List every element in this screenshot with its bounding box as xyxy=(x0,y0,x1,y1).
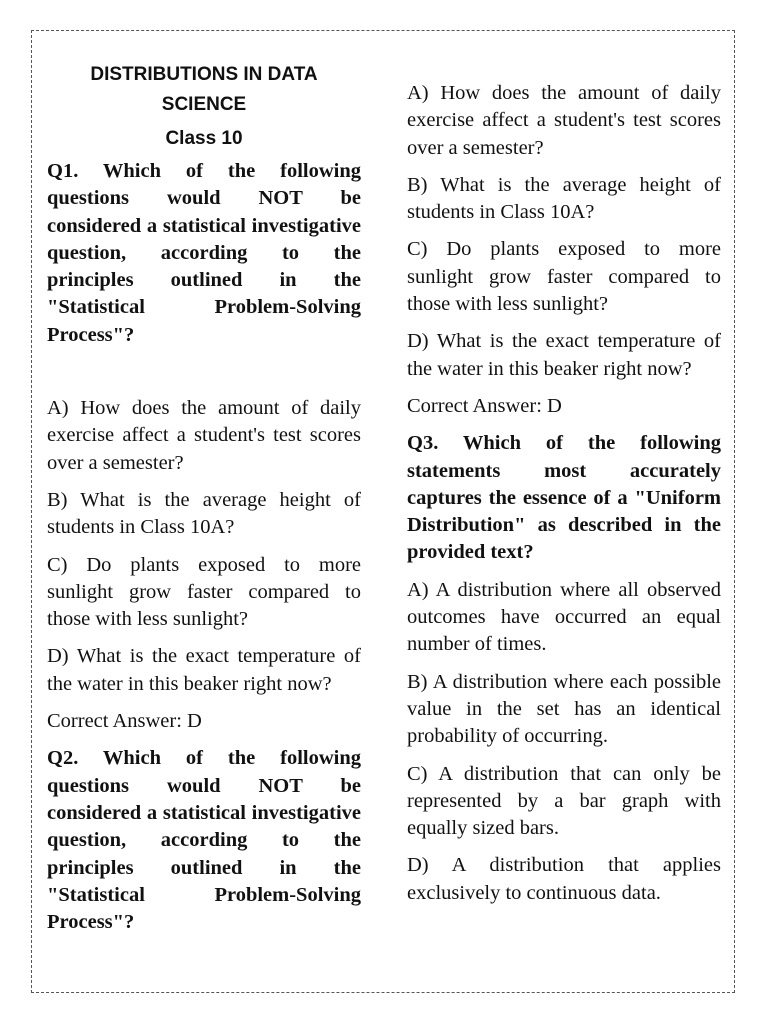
question-2-prompt: Q2. Which of the following questions would NOT be considered a statistical investigative question, according to the principles outlined in the "Statistical Problem-Solving Process"? xyxy=(47,747,361,934)
question-2-option-d: D) What is the exact temperature of the water in this beaker right now? xyxy=(407,330,721,380)
question-1-option-a: A) How does the amount of daily exercise affect a student's test scores over a semester? xyxy=(47,397,361,474)
left-column xyxy=(47,60,361,946)
question-1-option-b: B) What is the average height of students in Class 10A? xyxy=(47,488,361,539)
question-2-answer: Correct Answer: D xyxy=(407,394,562,417)
question-3-option-c: C) A distribution that can only be represented by a bar graph with equally sized bars. xyxy=(407,762,721,840)
question-1-prompt: Q1. Which of the following questions would NOT be considered a statistical investigative question, according to the principles outlined in the "Statistical Problem-Solving Process"? xyxy=(47,160,361,346)
question-2-option-b: B) What is the average height of students in Class 10A? xyxy=(407,173,721,224)
question-1-option-d: D) What is the exact temperature of the water in this beaker right now? xyxy=(47,645,361,695)
class-label: Class 10 xyxy=(165,128,243,149)
right-column xyxy=(407,80,721,917)
question-1-answer: Correct Answer: D xyxy=(47,710,202,733)
question-1-option-c: C) Do plants exposed to more sunlight grow faster compared to those with less sunlight? xyxy=(47,553,361,631)
question-2-option-a: A) How does the amount of daily exercise affect a student's test scores over a semester? xyxy=(407,82,721,159)
page-title: DISTRIBUTIONS IN DATA SCIENCE xyxy=(90,64,318,115)
question-3-option-b: B) A distribution where each possible value in the set has an identical probability of occurring. xyxy=(407,670,721,748)
question-3-option-a: A) A distribution where all observed outcomes have occurred an equal number of times. xyxy=(407,578,721,656)
question-3-prompt: Q3. Which of the following statements most accurately captures the essence of a "Uniform Distribution" as described in the provided text? xyxy=(407,432,721,564)
question-3-option-d: D) A distribution that applies exclusively to continuous data. xyxy=(407,854,721,904)
question-2-option-c: C) Do plants exposed to more sunlight grow faster compared to those with less sunlight? xyxy=(407,238,721,316)
